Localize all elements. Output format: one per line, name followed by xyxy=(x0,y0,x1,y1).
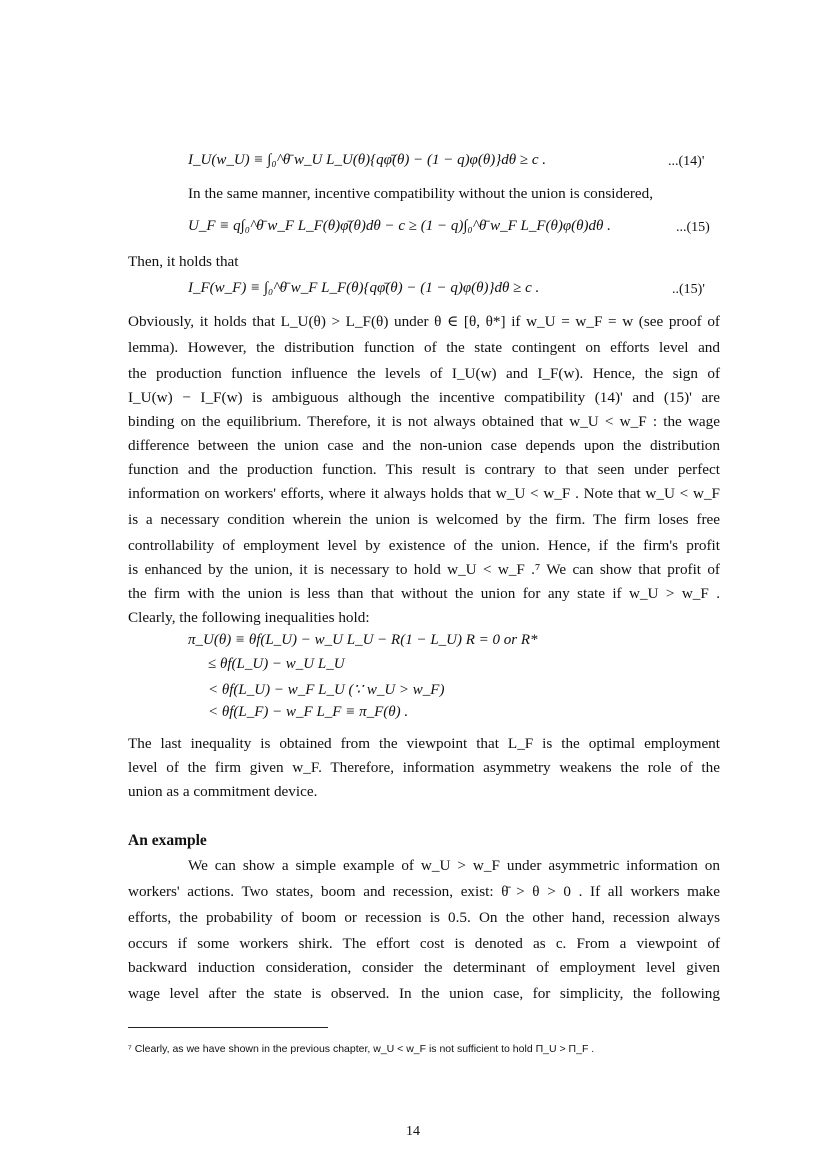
inequality-line: ≤ θf(L_U) − w_U L_U xyxy=(208,656,345,672)
paragraph-line: The last inequality is obtained from the viewpoint that L_F is the optimal employment xyxy=(128,735,720,752)
equation-14-prime: I_U(w_U) ≡ ∫₀^θ̄ w_U L_U(θ){qφ̄(θ) − (1 − q)φ(θ)}dθ ≥ c . xyxy=(188,152,546,168)
paragraph-line: function and the production function. This result is contrary to that seen under perfect xyxy=(128,461,720,478)
paragraph-line: is enhanced by the union, it is necessary to hold w_U < w_F .⁷ We can show that profit of xyxy=(128,561,720,578)
paragraph-line: difference between the union case and the non-union case depends upon the distribution xyxy=(128,437,720,454)
inequality-line: < θf(L_U) − w_F L_U (∵ w_U > w_F) xyxy=(208,682,445,698)
paragraph-line: level of the firm given w_F. Therefore, information asymmetry weakens the role of the xyxy=(128,759,720,776)
paragraph-line: We can show a simple example of w_U > w_F under asymmetric information on xyxy=(188,857,720,874)
paragraph-line: information on workers' efforts, where it always holds that w_U < w_F . Note that w_U < w_F xyxy=(128,485,720,502)
paragraph-line: controllability of employment level by existence of the union. Hence, if the firm's profit xyxy=(128,537,720,554)
paragraph-line: wage level after the state is observed. In the union case, for simplicity, the following xyxy=(128,985,720,1002)
equation-15-prime: I_F(w_F) ≡ ∫₀^θ̄ w_F L_F(θ){qφ̄(θ) − (1 − q)φ(θ)}dθ ≥ c . xyxy=(188,280,540,296)
inequality-line: π_U(θ) ≡ θf(L_U) − w_U L_U − R(1 − L_U) R = 0 or R* xyxy=(188,632,538,648)
paragraph-line: I_U(w) − I_F(w) is ambiguous although the incentive compatibility (14)' and (15)' are xyxy=(128,389,720,406)
equation-15: U_F ≡ q∫₀^θ̄ w_F L_F(θ)φ̄(θ)dθ − c ≥ (1 − q)∫₀^θ̄ w_F L_F(θ)φ(θ)dθ . xyxy=(188,218,611,234)
section-heading: An example xyxy=(128,832,207,849)
paragraph-line: union as a commitment device. xyxy=(128,783,318,800)
paragraph-line: Clearly, the following inequalities hold: xyxy=(128,609,370,626)
paragraph-line: backward induction consideration, consider the determinant of employment level given xyxy=(128,959,720,976)
footnote: ⁷ Clearly, as we have shown in the previous chapter, w_U < w_F is not sufficient to hold Π_U > Π_F . xyxy=(128,1043,595,1055)
paragraph-line: binding on the equilibrium. Therefore, it is not always obtained that w_U < w_F : the wage xyxy=(128,413,720,430)
equation-number: ...(14)' xyxy=(668,154,705,169)
paragraph-line: the production function influence the levels of I_U(w) and I_F(w). Hence, the sign of xyxy=(128,365,720,382)
paragraph-line: efforts, the probability of boom or recession is 0.5. On the other hand, recession always xyxy=(128,909,720,926)
paragraph-line: occurs if some workers shirk. The effort cost is denoted as c. From a viewpoint of xyxy=(128,935,720,952)
footnote-rule xyxy=(128,1027,328,1028)
text-line: Then, it holds that xyxy=(128,253,239,270)
paragraph-line: the firm with the union is less than that without the union for any state if w_U > w_F . xyxy=(128,585,720,602)
equation-number: ...(15) xyxy=(676,220,710,235)
text-line: In the same manner, incentive compatibility without the union is considered, xyxy=(188,185,654,202)
paragraph-line: is a necessary condition wherein the union is welcomed by the firm. The firm loses free xyxy=(128,511,720,528)
paragraph-line: Obviously, it holds that L_U(θ) > L_F(θ) under θ ∈ [θ, θ*] if w_U = w_F = w (see proof of xyxy=(128,313,720,330)
page-number: 14 xyxy=(406,1124,420,1139)
equation-number: ..(15)' xyxy=(672,282,705,297)
inequality-line: < θf(L_F) − w_F L_F ≡ π_F(θ) . xyxy=(208,704,409,720)
paragraph-line: lemma). However, the distribution function of the state contingent on efforts level and xyxy=(128,339,720,356)
paragraph-line: workers' actions. Two states, boom and recession, exist: θ̄ > θ > 0 . If all workers make xyxy=(128,883,720,900)
